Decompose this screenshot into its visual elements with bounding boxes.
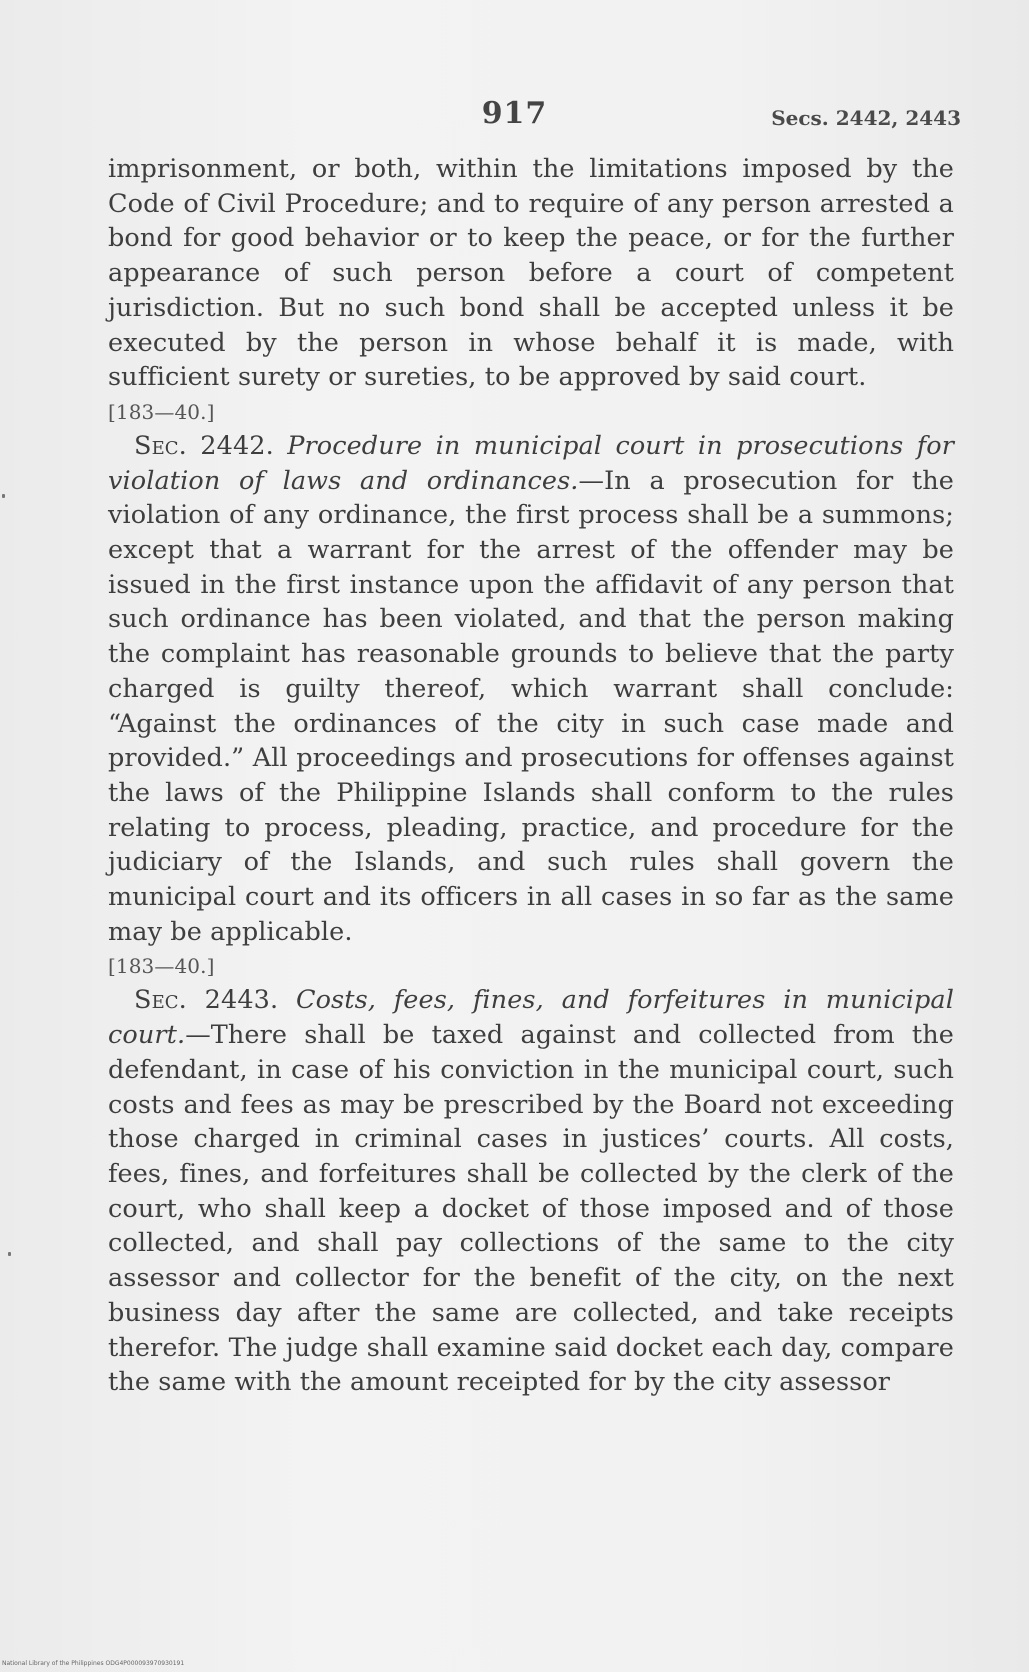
section-label: Sec. 2442. [134,430,274,461]
body-text [108,152,954,1400]
scan-credit: National Library of the Philippines ODG4P000093970930191 [2,1660,185,1667]
section-title: Costs, fees, fines, and forfeitures in municipal court. [108,985,954,1051]
page-number: 917 [481,96,548,131]
citation-note: [183—40.] [108,399,215,424]
section-label: Sec. 2443. [134,985,279,1016]
running-head: Secs. 2442, 2443 [771,106,961,130]
section-2442 [108,429,954,950]
section-text: —There shall be taxed against and collected from the defendant, in case of his conviction in the municipal court, such costs and fees as may be prescribed by the Board not exceeding those charged in criminal cases in justices’ courts. All costs, fees, fines, and forfeitures shall be collected by the clerk of the court, who shall keep a docket of those imposed and of those collected, and shall pay collections of the same to the city assessor and collector for the benefit of the city, on the next business day after the same are collected, and take receipts therefor. The judge shall examine said docket each day, compare the same with the amount receipted for by the city assessor [108,1020,954,1398]
section-text: —In a prosecution for the violation of any ordinance, the first process shall be a summons; except that a warrant for the arrest of the offender may be issued in the first instance upon the affidavit of any person that such ordinance has been violated, and that the person making the complaint has reasonable grounds to believe that the party charged is guilty thereof, which warrant shall conclude: “Against the ordinances of the city in such case made and provided.” All proceedings and prosecutions for offenses against the laws of the Philippine Islands shall conform to the rules relating to process, pleading, practice, and procedure for the judiciary of the Islands, and such rules shall govern the municipal court and its officers in all cases in so far as the same may be applicable. [108,465,954,947]
margin-speck [2,494,5,498]
section-2443 [108,983,954,1399]
margin-speck [8,1252,11,1256]
section-title: Procedure in municipal court in prosecutions for violation of laws and ordinances. [108,430,954,496]
citation-note: [183—40.] [108,954,215,979]
opening-paragraph: imprisonment, or both, within the limitations imposed by the Code of Civil Procedure; and to require of any person arrested a bond for good behavior or to keep the peace, or for the further appearance of such person before a court of competent jurisdiction. But no such bond shall be accepted unless it be executed by the person in whose behalf it is made, with sufficient surety or sureties, to be approved by said court. [108,154,954,393]
